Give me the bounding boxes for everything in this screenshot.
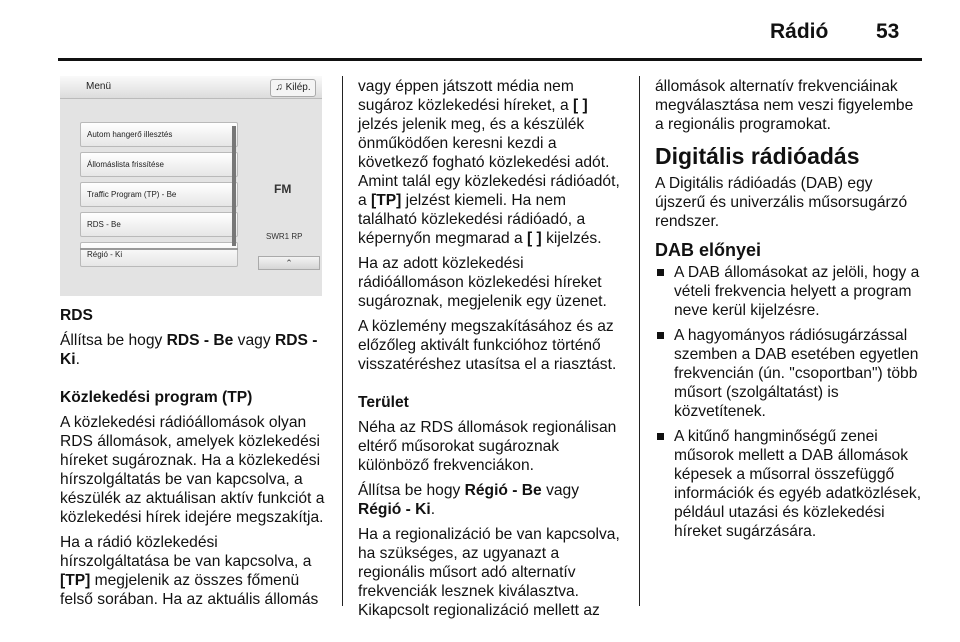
list-item-text: A hagyományos rádiósugárzással szemben a DAB esetében egyetlen frekvencián (ún. "csoportban") több műsort (szolgáltatást) is közvetítenek.: [674, 327, 919, 420]
region-heading: Terület: [358, 394, 409, 411]
text: kijelzés.: [541, 230, 602, 247]
text: .: [75, 351, 80, 368]
tp-heading: Közlekedési program (TP): [60, 389, 253, 406]
screenshot-back-button: [270, 79, 316, 97]
text: vagy: [233, 332, 275, 349]
bullet-square-icon: [657, 269, 664, 276]
region-paragraph: Néha az RDS állomások regionálisan eltérő műsorokat sugároznak különböző frekvenciákon.: [358, 419, 617, 474]
tp-paragraph: A közlekedési rádióállomások olyan RDS állomások, amelyek közlekedési híreket sugároznak. Ha a közlekedési hírszolgáltatás be van kapcsolva, a készülék az aktuálisan aktív funkciót a közlekedési hírek idejére megszakítja.: [60, 414, 325, 526]
screenshot-menu-item: Autom hangerő illesztés: [80, 122, 238, 147]
text: Ha a rádió közlekedési hírszolgáltatása be van kapcsolva, a: [60, 534, 312, 570]
bullet-square-icon: [657, 433, 664, 440]
screenshot-menu-item: Állomáslista frissítése: [80, 152, 238, 177]
rds-paragraph: [60, 331, 328, 369]
text: vagy: [541, 482, 580, 499]
tp-paragraph-5: A közlemény megszakításához és az előzőleg aktivált funkcióhoz történő visszatéréshez utasítsa el a riasztást.: [358, 318, 617, 373]
bracket-symbol: [ ]: [527, 230, 542, 247]
rds-off-option: RDS - Ki: [60, 332, 318, 368]
radio-menu-screenshot: [60, 76, 322, 296]
dab-heading: Digitális rádióadás: [655, 143, 860, 169]
page-number: 53: [876, 20, 900, 43]
region-paragraph-2: Ha a regionalizáció be van kapcsolva, ha szükséges, az ugyanazt a regionális műsort adó alternatív frekvenciák lesznek kiválasztva. Kikapcsolt regionalizáció mellett az: [358, 526, 620, 619]
list-item-text: A kitűnő hangminőségű zenei műsorok mellett a DAB állomások képesek a műsorral összefüggő információk és egyéb adatközlések, például utazási és közlekedési híreket sugárzására.: [674, 428, 922, 540]
tp-paragraph-2: [60, 533, 328, 609]
screenshot-scrollbar: [232, 126, 236, 246]
screenshot-menu-item: RDS - Be: [80, 212, 238, 237]
screenshot-menu-item: Traffic Program (TP) - Be: [80, 182, 238, 207]
screenshot-band-label: FM: [274, 182, 292, 196]
text: jelzést kiemeli. Ha nem található közlekedési rádióadó, a képernyőn megmarad a: [358, 192, 586, 247]
text: vagy éppen játszott média nem sugároz közlekedési híreket, a: [358, 78, 574, 114]
screenshot-station-label: SWR1 RP: [266, 232, 303, 241]
list-item: [655, 263, 923, 320]
tp-symbol: [TP]: [60, 572, 91, 589]
bullet-square-icon: [657, 332, 664, 339]
tp-symbol: [TP]: [371, 192, 402, 209]
screenshot-title-bar: [60, 76, 322, 99]
region-paragraph-3: állomások alternatív frekvenciáinak megválasztása nem veszi figyelembe a regionális programokat.: [655, 78, 914, 133]
text: Állítsa be hogy: [358, 482, 465, 499]
bracket-symbol: [ ]: [572, 97, 588, 114]
region-on-option: Régió - Be: [464, 482, 542, 499]
dab-advantages-heading: DAB előnyei: [655, 240, 762, 260]
screenshot-menu-title: Menü: [86, 81, 112, 92]
rds-on-option: RDS - Be: [166, 332, 234, 349]
list-item: [655, 427, 923, 541]
tp-paragraph-4: Ha az adott közlekedési rádióállomáson közlekedési híreket sugároznak, megjelenik egy üzenet.: [358, 255, 607, 310]
screenshot-back-label: Kilép.: [285, 82, 311, 93]
list-item: [655, 326, 923, 421]
column-1: [60, 306, 328, 615]
text: megjelenik az összes főmenü felső sorában. Ha az aktuális állomás: [60, 572, 319, 608]
page-header: [0, 0, 960, 50]
column-2: [358, 77, 626, 626]
page-title: Rádió: [770, 20, 829, 43]
column-divider: [639, 76, 640, 606]
dab-intro: A Digitális rádióadás (DAB) egy újszerű és univerzális műsorsugárzó rendszer.: [655, 175, 908, 230]
header-rule: [58, 58, 922, 61]
text: jelzés jelenik meg, és a készülék önműködően keresni kezdi a következő fogható közlekedési adót. Amint talál egy közlekedési rádióadót, a: [358, 116, 620, 209]
text: Állítsa be hogy: [60, 332, 167, 349]
list-item-text: A DAB állomásokat az jelöli, hogy a vételi frekvencia helyett a program neve kerül kijelzésre.: [674, 264, 920, 319]
rds-heading: RDS: [60, 307, 93, 324]
text: .: [430, 501, 436, 518]
chevron-up-icon: ⌃: [258, 256, 320, 270]
region-setting-paragraph: [358, 481, 626, 519]
column-divider: [342, 76, 343, 606]
music-note-icon: ♫: [275, 82, 283, 93]
screenshot-list-divider: [80, 248, 238, 250]
tp-paragraph-3: [358, 77, 626, 248]
region-off-option: Régió - Ki: [358, 501, 431, 518]
screenshot-menu-item: Régió - Ki: [80, 242, 238, 267]
column-3: [655, 77, 923, 547]
dab-advantages-list: [655, 263, 923, 541]
